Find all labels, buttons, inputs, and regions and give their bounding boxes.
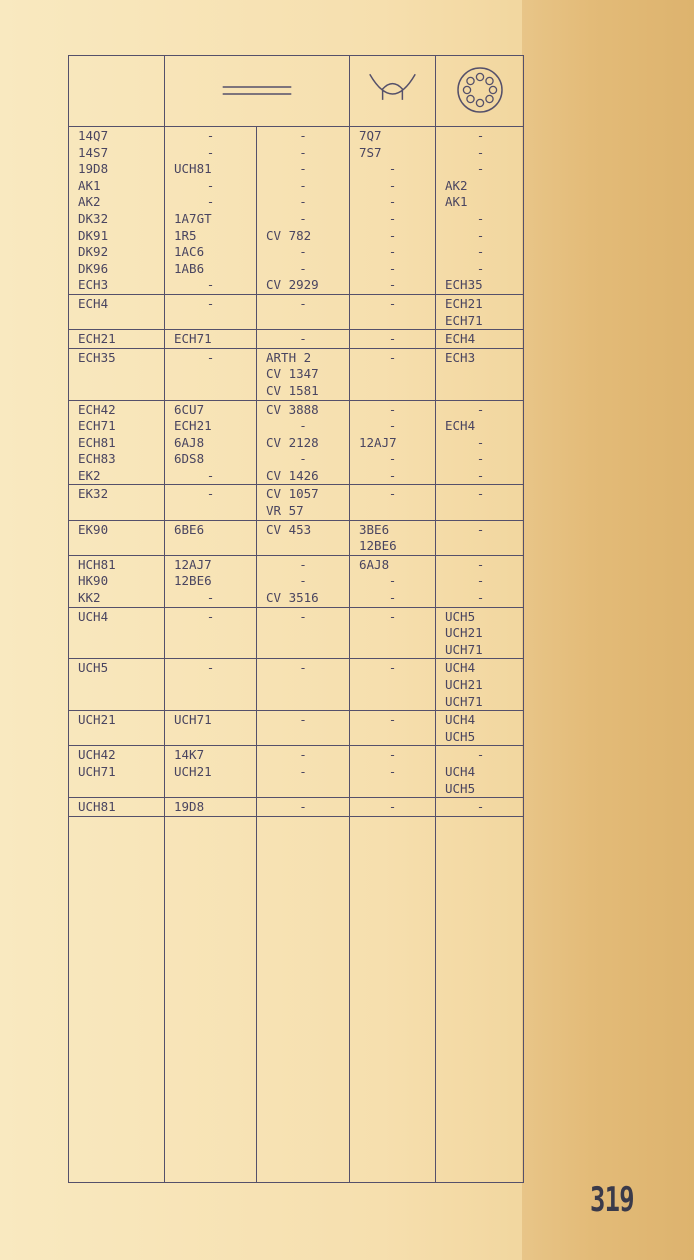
cell-line: UCH42 (78, 747, 116, 763)
header-col-type (69, 56, 165, 126)
cell-line: 7Q7 (359, 128, 382, 143)
table-row (69, 330, 523, 349)
cell-line: 12BE6 (174, 573, 212, 589)
cell-alternate (436, 485, 525, 519)
cell-line: UCH71 (445, 693, 483, 709)
cell-line: EK32 (78, 486, 109, 502)
cell-line: - (299, 451, 307, 467)
cell-line: - (299, 747, 307, 763)
cell-line: - (388, 467, 397, 483)
cell-line: UCH5 (78, 660, 109, 676)
cell-equivalent (165, 711, 257, 745)
page-edge-shadow (522, 0, 694, 1260)
cell-line: - (388, 799, 397, 815)
cell-line: ECH4 (445, 418, 476, 434)
table-body (68, 127, 524, 817)
cell-equivalent (165, 521, 257, 555)
cell-line: - (299, 295, 307, 311)
cell-line: 1A7GT (174, 210, 212, 226)
cell-line: ECH71 (445, 312, 483, 328)
cell-line: - (476, 747, 485, 763)
header-col-equivalent (165, 56, 350, 126)
cell-line: - (299, 418, 307, 434)
cell-alternate (436, 330, 525, 348)
cell-line: - (206, 486, 215, 502)
cell-line: - (476, 451, 485, 467)
cell-alternate (436, 401, 525, 485)
cell-line: UCH21 (445, 625, 483, 641)
cell-line: - (476, 799, 485, 815)
tube-equivalents-table (68, 55, 524, 1183)
cell-line: - (299, 608, 307, 624)
cell-alternate (436, 659, 525, 710)
cell-line: - (388, 295, 397, 311)
cell-line: CV 2929 (266, 277, 319, 293)
cell-alternate (436, 295, 525, 329)
cell-line: - (206, 590, 215, 606)
cell-line: 7S7 (359, 144, 382, 160)
cell-line: 6CU7 (174, 401, 205, 417)
table-row (69, 521, 523, 556)
cell-line: - (476, 486, 485, 502)
cell-line: ECH81 (78, 434, 116, 450)
cell-line: - (476, 521, 485, 537)
cell-line: ECH21 (445, 295, 483, 311)
cell-line: AK2 (445, 177, 468, 193)
cell-line: - (476, 260, 485, 276)
cell-line: - (388, 573, 397, 589)
cell-line: - (206, 608, 215, 624)
cell-line: - (206, 660, 215, 676)
cell-line: AK2 (78, 194, 101, 210)
table-row (69, 295, 523, 330)
cell-line: UCH5 (445, 780, 476, 796)
cell-type (69, 798, 165, 816)
cell-alternate (436, 746, 525, 797)
cell-type (69, 556, 165, 607)
cell-line: ECH35 (445, 277, 483, 293)
cell-line: - (206, 277, 215, 293)
empty-col (350, 817, 436, 1182)
cell-line: 19D8 (78, 161, 109, 177)
cell-line: HCH81 (78, 556, 116, 572)
cell-line: UCH81 (78, 799, 116, 815)
empty-col (69, 817, 165, 1182)
cell-line: 6DS8 (174, 451, 205, 467)
cell-line: 19D8 (174, 799, 205, 815)
cell-line: 3BE6 (359, 521, 390, 537)
cell-equivalent (165, 349, 257, 400)
cell-line: - (388, 763, 397, 779)
table-row (69, 711, 523, 746)
cell-substitute (257, 659, 350, 710)
cell-type (69, 127, 165, 294)
cell-line: ECH3 (445, 349, 476, 365)
cell-line: UCH21 (78, 712, 116, 728)
cell-line: - (206, 128, 215, 143)
cell-line: ECH4 (445, 331, 476, 347)
cell-line: CV 2128 (266, 434, 319, 450)
cell-equivalent (165, 798, 257, 816)
cell-line: EK90 (78, 521, 109, 537)
cell-line: - (299, 573, 307, 589)
cell-variant (350, 556, 436, 607)
cell-line: ECH35 (78, 349, 116, 365)
cell-line: CV 3516 (266, 590, 319, 606)
cell-line: - (388, 177, 397, 193)
cell-line: - (299, 712, 307, 728)
cell-variant (350, 295, 436, 329)
table-row (69, 556, 523, 608)
cell-line: DK91 (78, 227, 109, 243)
cell-line: CV 3888 (266, 401, 319, 417)
table-header (68, 55, 524, 127)
cell-variant (350, 127, 436, 294)
cell-line: 12AJ7 (174, 556, 212, 572)
cell-variant (350, 401, 436, 485)
cell-line: 1AB6 (174, 260, 205, 276)
cell-line: CV 453 (266, 521, 312, 537)
cell-substitute (257, 746, 350, 797)
cell-line: - (388, 260, 397, 276)
cell-type (69, 521, 165, 555)
table-empty-area (68, 817, 524, 1183)
cell-alternate (436, 127, 525, 294)
cell-line: UCH4 (445, 712, 476, 728)
cell-line: - (388, 418, 397, 434)
cell-line: AK1 (78, 177, 101, 193)
cell-line: - (299, 194, 307, 210)
cell-line: AK1 (445, 194, 468, 210)
cell-line: - (388, 210, 397, 226)
cell-line: - (476, 434, 485, 450)
cell-line: - (388, 244, 397, 260)
cell-line: HK90 (78, 573, 109, 589)
empty-col (257, 817, 350, 1182)
cell-line: CV 1057 (266, 486, 319, 502)
heater-filament-icon (350, 56, 435, 126)
empty-col (436, 817, 525, 1182)
cell-line: - (206, 295, 215, 311)
table-row (69, 485, 523, 520)
cell-line: 1AC6 (174, 244, 205, 260)
cell-equivalent (165, 659, 257, 710)
cell-line: UCH71 (445, 641, 483, 657)
cell-line: - (299, 210, 307, 226)
cell-equivalent (165, 746, 257, 797)
cell-equivalent (165, 556, 257, 607)
cell-line: - (388, 277, 397, 293)
cell-line: - (476, 161, 485, 177)
table-row (69, 349, 523, 401)
cell-line: - (476, 401, 485, 417)
cell-substitute (257, 608, 350, 659)
table-row (69, 659, 523, 711)
cell-variant (350, 330, 436, 348)
cell-line: - (476, 467, 485, 483)
cell-line: ECH83 (78, 451, 116, 467)
cell-line: - (299, 763, 307, 779)
table-row (69, 798, 523, 817)
cell-type (69, 746, 165, 797)
cell-line: 14Q7 (78, 128, 109, 143)
cell-substitute (257, 295, 350, 329)
cell-variant (350, 746, 436, 797)
cell-line: ECH3 (78, 277, 109, 293)
cell-line: VR 57 (266, 503, 304, 519)
cell-line: - (206, 467, 215, 483)
cell-substitute (257, 401, 350, 485)
cell-alternate (436, 556, 525, 607)
cell-line: 6AJ8 (174, 434, 205, 450)
cell-line: CV 1426 (266, 467, 319, 483)
cell-line: - (299, 660, 307, 676)
cell-line: - (206, 194, 215, 210)
cell-line: - (476, 227, 485, 243)
cell-line: UCH4 (445, 763, 476, 779)
cell-line: - (388, 608, 397, 624)
cell-line: - (299, 260, 307, 276)
cell-line: UCH71 (78, 763, 116, 779)
cell-substitute (257, 556, 350, 607)
cell-variant (350, 659, 436, 710)
cell-line: CV 1347 (266, 366, 319, 382)
cell-line: 12BE6 (359, 538, 397, 554)
cell-substitute (257, 711, 350, 745)
cell-line: - (388, 194, 397, 210)
table-row (69, 608, 523, 660)
cell-line: 6BE6 (174, 521, 205, 537)
cell-line: EK2 (78, 467, 101, 483)
cell-variant (350, 711, 436, 745)
cell-type (69, 330, 165, 348)
cell-line: - (476, 244, 485, 260)
cell-type (69, 485, 165, 519)
cell-line: - (388, 331, 397, 347)
cell-variant (350, 798, 436, 816)
cell-equivalent (165, 295, 257, 329)
cell-substitute (257, 798, 350, 816)
cell-line: - (388, 660, 397, 676)
cell-line: - (388, 712, 397, 728)
cell-line: - (388, 451, 397, 467)
cell-line: UCH4 (78, 608, 109, 624)
cell-line: 14S7 (78, 144, 109, 160)
cell-line: - (388, 486, 397, 502)
empty-col (165, 817, 257, 1182)
cell-line: - (476, 573, 485, 589)
cell-line: - (299, 331, 307, 347)
cell-line: CV 1581 (266, 382, 319, 398)
cell-line: - (388, 227, 397, 243)
cell-line: - (299, 799, 307, 815)
cell-line: 14K7 (174, 747, 205, 763)
cell-line: 12AJ7 (359, 434, 397, 450)
cell-line: UCH5 (445, 728, 476, 744)
cell-line: - (299, 144, 307, 160)
cell-line: - (476, 144, 485, 160)
cell-line: ECH21 (78, 331, 116, 347)
tube-socket-pins-icon (436, 56, 525, 126)
equivalent-double-line-icon (165, 56, 349, 126)
cell-variant (350, 521, 436, 555)
cell-line: 6AJ8 (359, 556, 390, 572)
cell-line: - (206, 177, 215, 193)
cell-line: 1R5 (174, 227, 197, 243)
cell-type (69, 659, 165, 710)
cell-alternate (436, 349, 525, 400)
cell-line: - (476, 590, 485, 606)
cell-line: - (476, 210, 485, 226)
cell-equivalent (165, 485, 257, 519)
header-col-socket (436, 56, 525, 126)
cell-alternate (436, 798, 525, 816)
cell-line: - (299, 128, 307, 143)
cell-equivalent (165, 127, 257, 294)
cell-line: KK2 (78, 590, 101, 606)
cell-line: DK92 (78, 244, 109, 260)
cell-line: ECH42 (78, 401, 116, 417)
cell-substitute (257, 330, 350, 348)
cell-line: - (388, 590, 397, 606)
cell-line: CV 782 (266, 227, 312, 243)
cell-line: UCH71 (174, 712, 212, 728)
cell-line: - (299, 556, 307, 572)
cell-variant (350, 485, 436, 519)
cell-line: ARTH 2 (266, 349, 312, 365)
cell-line: - (388, 747, 397, 763)
cell-line: ECH71 (78, 418, 116, 434)
cell-line: - (388, 161, 397, 177)
cell-line: UCH81 (174, 161, 212, 177)
cell-line: - (476, 556, 485, 572)
cell-substitute (257, 127, 350, 294)
cell-equivalent (165, 330, 257, 348)
table-row (69, 746, 523, 798)
cell-variant (350, 608, 436, 659)
cell-line: - (476, 128, 485, 143)
cell-line: DK32 (78, 210, 109, 226)
cell-line: ECH71 (174, 331, 212, 347)
table-row (69, 401, 523, 486)
header-col-heater (350, 56, 436, 126)
cell-type (69, 349, 165, 400)
cell-line: UCH21 (174, 763, 212, 779)
cell-line: - (206, 349, 215, 365)
cell-line: - (206, 144, 215, 160)
cell-alternate (436, 711, 525, 745)
cell-variant (350, 349, 436, 400)
cell-type (69, 608, 165, 659)
cell-type (69, 711, 165, 745)
cell-line: UCH21 (445, 677, 483, 692)
cell-type (69, 401, 165, 485)
cell-line: - (388, 401, 397, 417)
cell-line: UCH4 (445, 660, 476, 676)
cell-type (69, 295, 165, 329)
cell-equivalent (165, 608, 257, 659)
cell-line: - (299, 161, 307, 177)
cell-line: ECH4 (78, 295, 109, 311)
cell-substitute (257, 521, 350, 555)
cell-equivalent (165, 401, 257, 485)
cell-line: ECH21 (174, 418, 212, 434)
cell-line: UCH5 (445, 608, 476, 624)
cell-line: DK96 (78, 260, 109, 276)
cell-line: - (299, 177, 307, 193)
cell-substitute (257, 349, 350, 400)
cell-line: - (388, 349, 397, 365)
cell-substitute (257, 485, 350, 519)
page-number: 319 (590, 1180, 634, 1220)
cell-line: - (299, 244, 307, 260)
cell-alternate (436, 608, 525, 659)
cell-alternate (436, 521, 525, 555)
table-row (69, 127, 523, 295)
